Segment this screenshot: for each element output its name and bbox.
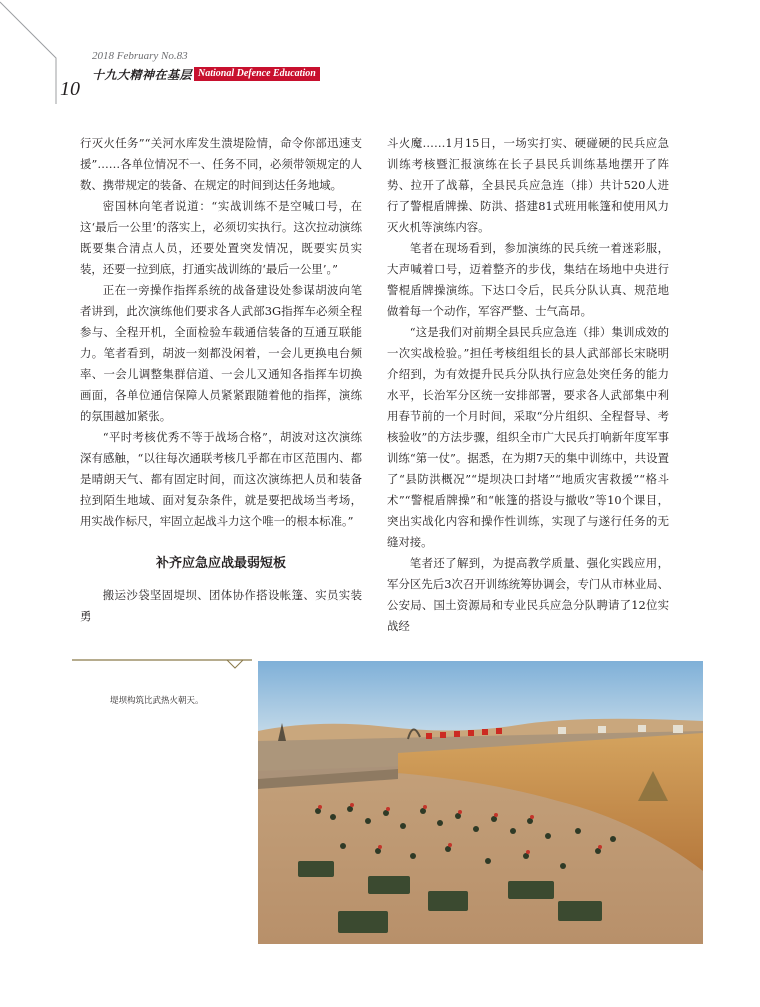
paragraph: “平时考核优秀不等于战场合格”，胡波对这次演练深有感触，“以往每次通联考核几乎都在市区范围内、都是晴朗天气、都有固定时间，而这次演练把人员和装备拉到陌生地域、面对复杂条件，就是要把战场当考场，用实战作标尺，牢固立起战斗力这个唯一的根本标准。” (80, 430, 362, 528)
section-header (92, 66, 320, 82)
article-column-left (80, 133, 362, 627)
paragraph: 笔者在现场看到，参加演练的民兵统一着迷彩服，大声喊着口号，迈着整齐的步伐，集结在场地中央进行警棍盾牌操演练。下达口令后，民兵分队认真、规范地做着每一个动作，军容严整、士气高昂。 (387, 241, 669, 318)
paragraph: 密国林向笔者说道：“实战训练不是空喊口号，在这‘最后一公里’的落实上，必须切实执行。这次拉动演练既要集合清点人员，还要处置突发情况，既要实员实装，还要一拉到底，打通实战训练的‘最后一公里’。” (80, 199, 362, 276)
section-title-cn: 十九大精神在基层 (92, 67, 193, 82)
article-column-right (387, 133, 669, 637)
photo-caption: 堤坝构筑比武热火朝天。 (110, 696, 204, 706)
caption-rule-icon (72, 659, 252, 673)
section-title-en: National Defence Education (194, 67, 320, 81)
issue-info: 2018 February No.83 (92, 50, 188, 62)
training-ground-photo (258, 661, 703, 944)
paragraph: 正在一旁操作指挥系统的战备建设处参谋胡波向笔者讲到，此次演练他们要求各人武部3G指挥车必须全程参与、全程开机，全面检验车载通信装备的互通互联能力。笔者看到，胡波一刻都没闲着，一会儿更换电台频率、一会儿调整集群信道、一会儿又通知各指挥车切换画面，各单位通信保障人员紧紧跟随着他的指挥，演练的氛围越加紧张。 (80, 283, 362, 423)
paragraph: 斗火魔……1月15日，一场实打实、硬碰硬的民兵应急训练考核暨汇报演练在长子县民兵训练基地摆开了阵势、拉开了战幕，全县民兵应急连（排）共计520人进行了警棍盾牌操、防洪、搭建81式班用帐篷和使用风力灭火机等演练内容。 (387, 136, 669, 234)
paragraph: “这是我们对前期全县民兵应急连（排）集训成效的一次实战检验。”担任考核组组长的县人武部部长宋晓明介绍到，为有效提升民兵分队执行应急处突任务的能力水平，长治军分区统一安排部署，要求各人武部集中利用春节前的一个月时间，采取“分片组织、全程督导、考核验收”的方法步骤，组织全市广大民兵打响新年度军事训练“第一仗”。据悉，在为期7天的集中训练中，共设置了“县防洪概况”“堤坝决口封堵”“地质灾害救援”“格斗术”“警棍盾牌操”和“帐篷的搭设与撤收”等10个课目，突出实战化内容和操作性训练，实现了与遂行任务的无缝对接。 (387, 325, 669, 549)
paragraph: 笔者还了解到，为提高教学质量、强化实践应用，军分区先后3次召开训练统筹协调会，专门从市林业局、公安局、国土资源局和专业民兵应急分队聘请了12位实战经 (387, 556, 669, 633)
paragraph: 行灭火任务”“关河水库发生溃堤险情，命令你部迅速支援”……各单位情况不一、任务不同，必须带领规定的人数、携带规定的装备、在规定的时间到达任务地域。 (80, 136, 362, 192)
paragraph: 搬运沙袋坚固堤坝、团体协作搭设帐篷、实员实装勇 (80, 588, 362, 623)
page-number: 10 (60, 78, 80, 100)
section-subheading: 补齐应急应战最弱短板 (155, 556, 286, 571)
